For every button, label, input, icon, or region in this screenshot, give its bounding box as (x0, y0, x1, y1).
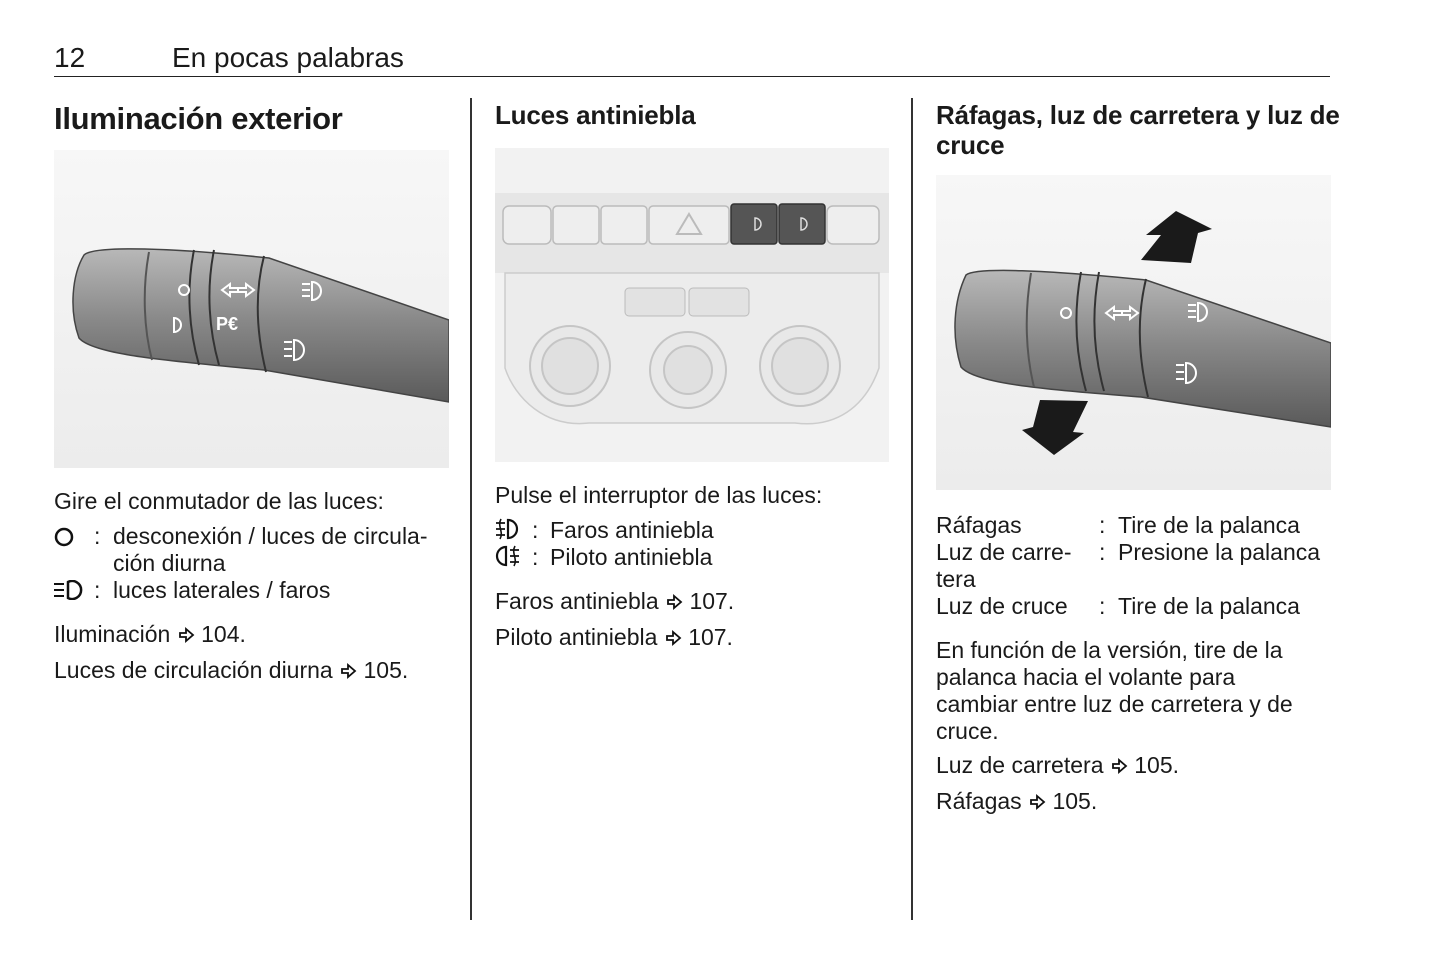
cross-reference-link[interactable]: Piloto antiniebla 107. (495, 624, 733, 650)
cross-reference-link[interactable]: Ráfagas 105. (936, 788, 1098, 814)
cross-reference-link[interactable]: Faros antiniebla 107. (495, 588, 735, 614)
legend-text-cont: ción diurna (113, 550, 226, 576)
page-reference-arrow-icon (664, 629, 682, 647)
table-sep: : (1099, 539, 1106, 565)
headlight-icon (52, 580, 84, 600)
headlight-stalk-beam-figure (936, 175, 1331, 490)
table-label: Luz de cruce (936, 593, 1068, 619)
page-header (54, 40, 1330, 77)
section-heading-beam-flash: Ráfagas, luz de carretera y luz de cruce (936, 100, 1340, 160)
light-switch-stalk-figure (54, 150, 449, 468)
front-fog-light-icon (494, 518, 522, 540)
switch-intro-text: Gire el conmutador de las luces: (54, 488, 384, 514)
chapter-title: En pocas palabras (172, 42, 404, 73)
cross-reference-link[interactable]: Luces de circulación diurna 105. (54, 657, 409, 683)
legend-text: Faros antiniebla (550, 517, 714, 543)
legend-text: desconexión / luces de circula- (113, 523, 428, 549)
paragraph-line: En función de la versión, tire de la (936, 637, 1283, 663)
switch-intro-text: Pulse el interruptor de las luces: (495, 482, 823, 508)
section-heading-fog-lights: Luces antiniebla (495, 100, 696, 130)
fog-light-switch-panel-figure (495, 148, 889, 462)
legend-sep: : (94, 577, 101, 603)
table-value: Presione la palanca (1118, 539, 1321, 565)
paragraph-line: cambiar entre luz de carretera y de (936, 691, 1293, 717)
paragraph-line: palanca hacia el volante para (936, 664, 1236, 690)
page-reference-arrow-icon (1110, 757, 1128, 775)
cross-reference-link[interactable]: Luz de carretera 105. (936, 752, 1180, 778)
table-label: Luz de carre- (936, 539, 1072, 565)
legend-text: luces laterales / faros (113, 577, 331, 603)
column-divider-2 (911, 98, 913, 920)
table-sep: : (1099, 512, 1106, 538)
legend-text: Piloto antiniebla (550, 544, 713, 570)
page-number: 12 (54, 42, 86, 73)
page-reference-arrow-icon (339, 662, 357, 680)
page-reference-arrow-icon (1028, 793, 1046, 811)
table-label: Ráfagas (936, 512, 1022, 538)
off-circle-icon (54, 527, 74, 547)
paragraph-line: cruce. (936, 718, 999, 744)
table-value: Tire de la palanca (1118, 512, 1300, 538)
rear-fog-light-icon (494, 545, 522, 567)
legend-sep: : (532, 544, 539, 570)
table-value: Tire de la palanca (1118, 593, 1300, 619)
section-heading-exterior-lighting: Iluminación exterior (54, 101, 343, 136)
legend-sep: : (532, 517, 539, 543)
svg-text:P€: P€ (216, 314, 239, 334)
page-reference-arrow-icon (665, 593, 683, 611)
cross-reference-link[interactable]: Iluminación 104. (54, 621, 246, 647)
table-label-cont: tera (936, 566, 976, 592)
column-divider-1 (470, 98, 472, 920)
legend-sep: : (94, 523, 101, 549)
page-reference-arrow-icon (177, 626, 195, 644)
table-sep: : (1099, 593, 1106, 619)
